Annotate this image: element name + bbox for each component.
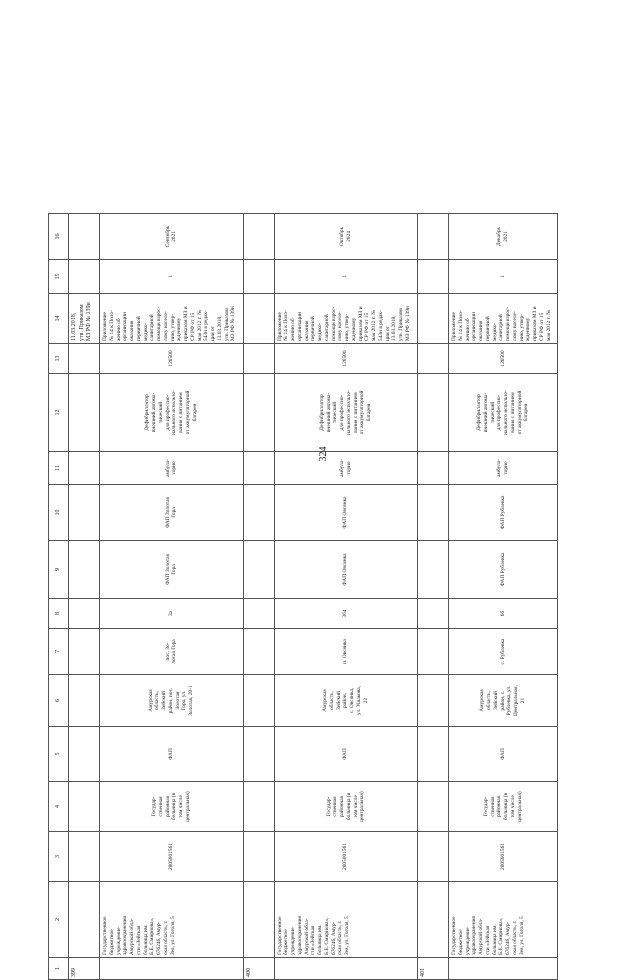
col15-cell: 1 [100,260,244,294]
section-header-row-399 [69,214,100,980]
inn-cell: 2805001561 [274,832,418,882]
column-number: 16 [49,214,69,260]
table-row-400 [274,214,418,980]
kind-cell: амбула- торно [100,452,244,485]
kind-cell: амбула- торно [274,452,418,485]
equipment-cell: Дефибриллятор внешний автома- тический для профессио- нального использо- вания с питанием от аккумуляторной батареи [449,374,558,452]
type-cell: Государ- ственная районная больница (в том числе центральная) [100,782,244,832]
org-cell: Государственное бюджетное учреждение здравоохранения Амурской обла- сти «Зейская больница им. Б.Е. Смирнова», 676246, Амур- ская область, г. Зея, ул. Гоголя, 5 [449,882,558,958]
column-number: 1 [49,958,69,980]
location-cell: ФАП Золотая Гора [100,485,244,541]
equipment-cell: Дефибриллятор внешний автома- тический для профессио- нального использо- вания с питанием от аккумуляторной батареи [100,374,244,452]
column-number-row [49,214,69,980]
type-cell: Государ- ственная районная больница (в том числе центральная) [274,782,418,832]
page-number: 324 [318,446,329,462]
address-cell: Амурская область, Зейский район, пос. Золотая Гора, ул. Золотая, 20-1 [100,675,244,727]
col15-cell: 1 [274,260,418,294]
location-cell: ФАП Овсянка [274,485,418,541]
column-number: 13 [49,344,69,374]
column-number: 10 [49,485,69,541]
equipment-table [48,213,558,980]
org-cell: Государственное бюджетное учреждение здравоохранения Амурской обла- сти «Зейская больница им. Б.Е. Смирнова», 676246, Амур- ская область, г. Зея, ул. Гоголя, 5 [100,882,244,958]
kind-cell: амбула- торно [449,452,558,485]
basis-cell: Приложение № 14 к Поло- жению об организации оказания первичной медико- санитарной помощи взрос- лому населе- нию, утвер- жденному приказом МЗ и СР РФ от 15 мая 2012 г. № 543н в редак- ции от 13.03.2018, утв. Приказом МЗ РФ № 139н [274,294,418,344]
row-number: 400 [243,958,274,980]
date-cell: Октябрь 2024 [274,214,418,260]
number-cell: 3а [100,599,244,629]
column-number: 5 [49,727,69,782]
rotated-table-wrapper [48,214,558,980]
address-cell: Амурская область, Зейский район, с. Овсянка, ул. Ушакова, 22 [274,675,418,727]
row-number: 399 [69,958,100,980]
column-number: 15 [49,260,69,294]
basis-cell: Приложение № 14 к Поло- жению об организации оказания первичной медико- санитарной помощи взрос- лому населе- нию, утвер- жденному приказом МЗ и СР РФ от 15 мая 2012 г. № 543н в редак- ции от 13.03.2018, утв. Приказом МЗ РФ № 139н [100,294,244,344]
number-cell: 6б [449,599,558,629]
unit-cell: ФАП [449,727,558,782]
section-header-row-400 [243,214,274,980]
column-number: 3 [49,832,69,882]
place-cell: с. Рублевка [449,629,558,675]
column-number: 14 [49,294,69,344]
column-number: 8 [49,599,69,629]
date-cell: Сентябрь 2021 [100,214,244,260]
column-number: 6 [49,675,69,727]
location-cell: ФАП Рублевка [449,485,558,541]
column-number: 4 [49,782,69,832]
basis-continuation-cell: 11.03.2018, утв. Приказом МЗ РФ № 139н [69,294,100,344]
unit-cell: ФАП [100,727,244,782]
inn-cell: 2805001561 [100,832,244,882]
qty-cell: 126500 [274,344,418,374]
column-number: 7 [49,629,69,675]
org-cell: Государственное бюджетное учреждение здравоохранения Амурской обла- сти «Зейская больница им. Б.Е. Смирнова», 676246, Амур- ская область, г. Зея, ул. Гоголя, 5 [274,882,418,958]
unit-name-cell: ФАП Овсянка [274,541,418,599]
date-cell: Декабрь 2021 [449,214,558,260]
place-cell: пос. Зо- лотая Гора [100,629,244,675]
column-number: 11 [49,452,69,485]
equipment-cell: Дефибриллятор внешний автома- тический для профессио- нального использо- вания с питанием от аккумуляторной батареи [274,374,418,452]
column-number: 9 [49,541,69,599]
address-cell: Амурская область, Зейский район, с. Рублевка, ул. Центральная, 21 [449,675,558,727]
inn-cell: 2805001561 [449,832,558,882]
basis-cell: Приложение № 14 к Поло- жению об организации оказания первичной медико- санитарной помощи взрос- лому населе- нию, утвер- жденному приказом МЗ и СР РФ от 15 мая 2012 г. № [449,294,558,344]
place-cell: п. Овсянка [274,629,418,675]
column-number: 2 [49,882,69,958]
row-number: 401 [418,958,449,980]
col15-cell: 1 [449,260,558,294]
column-number: 12 [49,374,69,452]
number-cell: 3б4 [274,599,418,629]
type-cell: Государ- ственная районная больница (в том числе центральная) [449,782,558,832]
unit-name-cell: ФАП Рублевка [449,541,558,599]
qty-cell: 126500 [449,344,558,374]
table-row-401 [449,214,558,980]
qty-cell: 126500 [100,344,244,374]
section-header-row-401 [418,214,449,980]
unit-cell: ФАП [274,727,418,782]
unit-name-cell: ФАП Золотая Гора [100,541,244,599]
table-row-399 [100,214,244,980]
